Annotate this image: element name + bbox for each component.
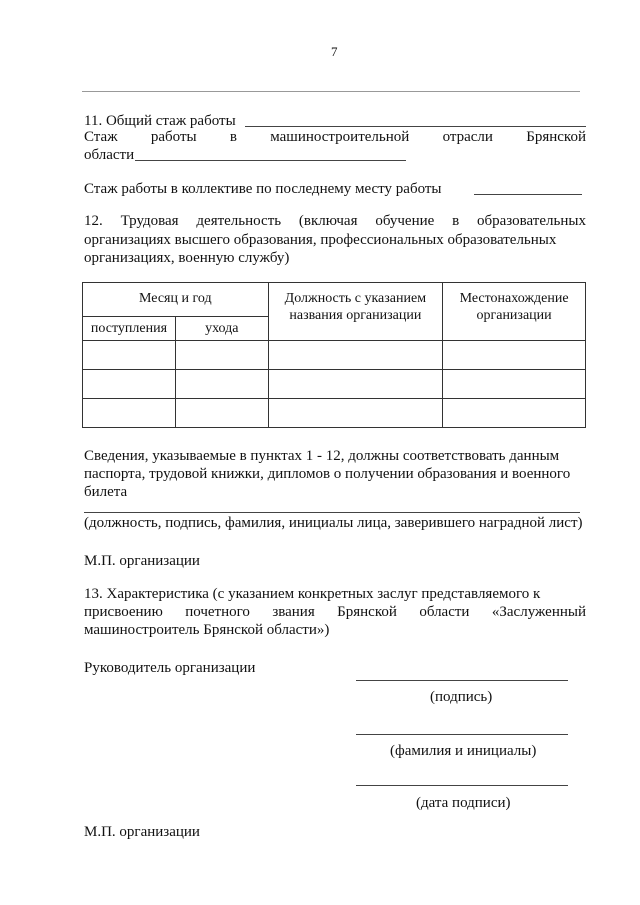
cell-position[interactable] [268,341,443,370]
collective-experience-label: Стаж работы в коллективе по последнему месту работы [84,181,442,197]
header-start: поступления [83,317,176,341]
industry-experience-line2: области [84,147,135,163]
head-label: Руководитель организации [84,660,256,676]
characteristic-word: звания [272,604,315,620]
signature-field[interactable] [356,680,568,681]
characteristic-word: Брянской [337,604,397,620]
cell-location[interactable] [443,370,586,399]
total-experience-label: 11. Общий стаж работы [84,113,236,129]
date-field[interactable] [356,785,568,786]
total-experience-field[interactable] [245,126,586,127]
industry-word: Стаж [84,129,118,145]
cell-position[interactable] [268,399,443,428]
industry-word: работы [150,129,197,145]
signer-field[interactable] [84,512,580,513]
cell-location[interactable] [443,341,586,370]
industry-word: в [229,129,237,145]
header-end: ухода [175,317,268,341]
info-line3: билета [84,484,128,500]
stamp-label-2: М.П. организации [84,824,200,840]
characteristic-word: почетного [185,604,250,620]
name-field[interactable] [356,734,568,735]
work-word: 12. [84,213,103,229]
work-word: (включая [298,213,358,229]
name-caption: (фамилия и инициалы) [390,743,537,759]
characteristic-word: «Заслуженный [491,604,586,620]
info-line2: паспорта, трудовой книжки, дипломов о получении образования и военного [84,466,571,482]
header-month-year: Месяц и год [83,283,269,317]
date-caption: (дата подписи) [416,795,511,811]
characteristic-line3: машиностроитель Брянской области») [84,622,330,638]
work-word: образовательных [477,213,586,229]
table-row [83,370,586,399]
table-row [83,399,586,428]
characteristic-line1: 13. Характеристика (с указанием конкретных заслуг представляемого к [84,586,541,602]
cell-start[interactable] [83,370,176,399]
cell-position[interactable] [268,370,443,399]
stamp-label-1: М.П. организации [84,553,200,569]
industry-experience-line [84,128,586,146]
cell-end[interactable] [175,341,268,370]
cell-end[interactable] [175,399,268,428]
industry-word: машиностроительной [270,129,410,145]
work-word: обучение [375,213,435,229]
cell-end[interactable] [175,370,268,399]
work-word: Трудовая [120,213,179,229]
characteristic-word: присвоению [84,604,163,620]
industry-experience-field[interactable] [135,160,406,161]
header-location: Местонахождение организации [443,283,586,341]
cell-start[interactable] [83,341,176,370]
page-number: 7 [331,44,338,59]
info-line1: Сведения, указываемые в пунктах 1 - 12, должны соответствовать данным [84,448,560,464]
work-word: в [452,213,460,229]
work-history-table [82,282,586,428]
signer-caption: (должность, подпись, фамилия, инициалы лица, заверившего наградной лист) [84,515,583,531]
cell-start[interactable] [83,399,176,428]
cell-location[interactable] [443,399,586,428]
industry-word: отрасли [442,129,493,145]
industry-word: Брянской [526,129,586,145]
characteristic-line2 [84,603,586,621]
work-word: деятельность [196,213,282,229]
characteristic-word: области [419,604,470,620]
table-row [83,341,586,370]
header-position: Должность с указанием названия организации [268,283,443,341]
work-activity-line3: организациях, военную службу) [84,250,290,266]
work-activity-line1 [84,212,586,230]
signature-caption: (подпись) [430,689,493,705]
work-activity-line2: организациях высшего образования, профессиональных образовательных [84,232,557,248]
collective-experience-field[interactable] [474,194,582,195]
header-rule [82,91,580,92]
